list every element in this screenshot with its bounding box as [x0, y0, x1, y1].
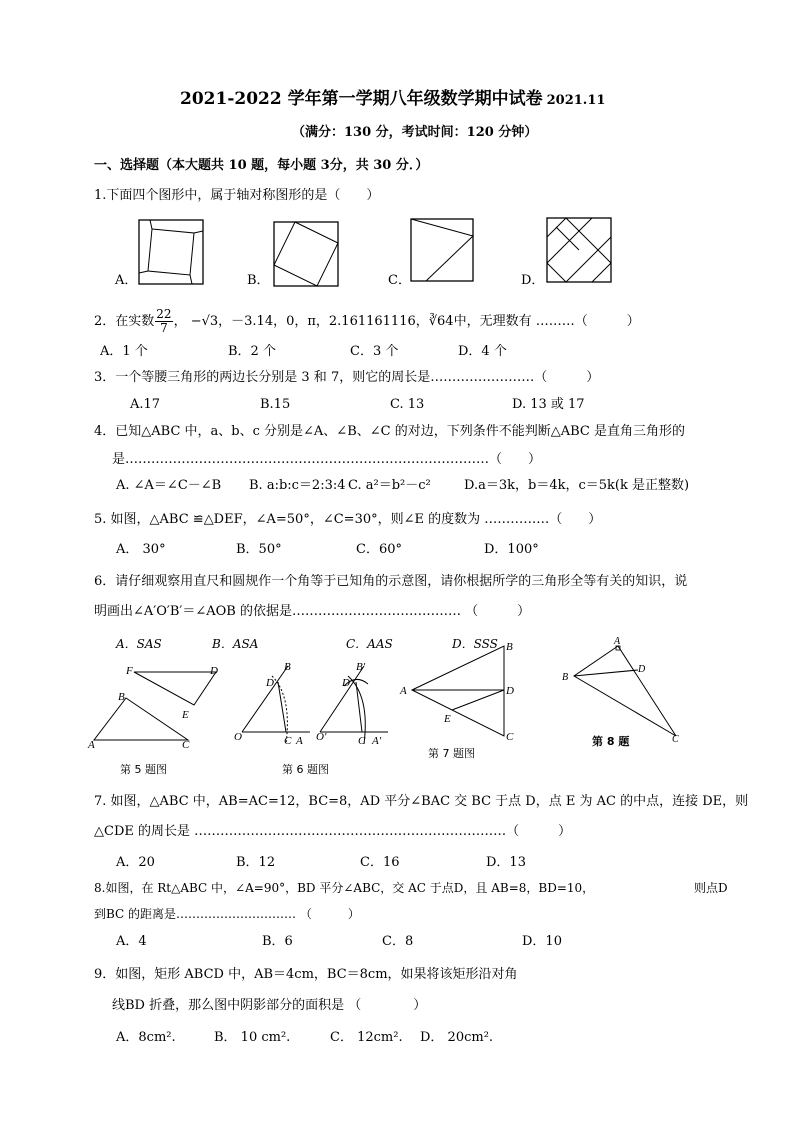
q2-stem — [94, 308, 640, 335]
q6-option-b: B．ASA — [212, 637, 259, 651]
q3-stem: 3．一个等腰三角形的两边长分别是 3 和 7，则它的周长是……………………（ ） — [94, 370, 600, 385]
svg-text:F: F — [126, 665, 133, 677]
figure-6-caption: 第 6 题图 — [282, 763, 329, 776]
q5-option-a: A． 30° — [116, 542, 166, 557]
q8-option-b: B．6 — [262, 934, 293, 949]
q8-stem-line1b: 则点D — [694, 881, 728, 895]
q6-option-a: A．SAS — [116, 637, 162, 651]
figure-5-caption: 第 5 题图 — [120, 763, 167, 776]
q2-option-d: D．4 个 — [458, 344, 507, 359]
svg-text:A: A — [614, 636, 621, 647]
svg-text:B: B — [506, 641, 513, 653]
q2-stem-a: 2．在实数 — [94, 314, 155, 329]
svg-text:A: A — [400, 685, 407, 697]
q6-stem-line1: 6．请仔细观察用直尺和圆规作一个角等于已知角的示意图，请你根据所学的三角形全等有关的知识，说 — [94, 574, 688, 589]
svg-text:B′: B′ — [356, 661, 366, 673]
q4-option-b: B. a:b:c＝2:3:4 — [249, 478, 346, 493]
q2-fraction — [155, 308, 172, 335]
q7-option-c: C．16 — [360, 855, 400, 870]
svg-text:C: C — [358, 735, 366, 747]
svg-text:O: O — [234, 731, 242, 743]
q8-option-d: D．10 — [522, 934, 562, 949]
figure-8-caption: 第 8 题 — [592, 735, 630, 748]
q5-option-b: B．50° — [236, 542, 282, 557]
page-title — [180, 89, 605, 111]
q2-stem-b: ， −√3，－3.14，0，π，2.161161116，∛64中，无理数有 ………（ ） — [173, 314, 640, 329]
q1-option-a: A． — [115, 273, 138, 288]
q5-option-d: D．100° — [484, 542, 539, 557]
q2-frac-num: 22 — [156, 307, 172, 321]
q1-option-d: D． — [521, 273, 545, 288]
q1-option-b: B． — [247, 273, 270, 288]
q7-stem-line1: 7. 如图，△ABC 中，AB=AC=12，BC=8，AD 平分∠BAC 交 BC 于点 D，点 E 为 AC 的中点，连接 DE，则 — [94, 794, 749, 809]
q5-option-c: C．60° — [356, 542, 402, 557]
q9-option-d: D． 20cm². — [420, 1030, 494, 1045]
svg-text:D: D — [342, 677, 350, 689]
q6-option-d: D．SSS — [452, 637, 498, 651]
svg-text:C: C — [182, 739, 190, 751]
svg-text:C: C — [506, 731, 514, 743]
q6-stem-line2: 明画出∠A′O′B′＝∠AOB 的依据是………………………………… （ ） — [94, 604, 531, 619]
q7-stem-line2: △CDE 的周长是 ………………………………………………………………（ ） — [94, 824, 572, 839]
figure-6 — [232, 656, 390, 756]
q1-figure-c — [410, 218, 474, 282]
q2-option-b: B．2 个 — [228, 344, 276, 359]
q9-option-c: C． 12cm². — [330, 1030, 403, 1045]
svg-text:E: E — [444, 713, 451, 725]
svg-text:E: E — [182, 709, 189, 721]
q8-stem-line2: 到BC 的距离是………………………… （ ） — [94, 907, 360, 921]
section-heading: 一、选择题（本大题共 10 题，每小题 3分，共 30 分．） — [94, 158, 429, 173]
q8-option-a: A．4 — [116, 934, 147, 949]
q2-option-a: A．1 个 — [100, 344, 148, 359]
svg-text:C: C — [672, 734, 679, 744]
q3-option-d: D. 13 或 17 — [512, 397, 585, 412]
q7-option-d: D．13 — [486, 855, 526, 870]
svg-text:B: B — [118, 691, 125, 703]
exam-title: 2021-2022 学年第一学期八年级数学期中试卷 — [180, 89, 543, 109]
q3-option-c: C. 13 — [390, 397, 425, 412]
q1-option-c: C． — [388, 273, 411, 288]
q7-option-b: B．12 — [236, 855, 276, 870]
q7-option-a: A．20 — [116, 855, 155, 870]
q3-option-a: A.17 — [130, 397, 161, 412]
q4-option-c: C. a²＝b²－c² — [348, 478, 431, 493]
figure-7 — [398, 640, 522, 744]
svg-text:B: B — [562, 672, 569, 683]
q8-stem-line1a: 8.如图，在 Rt△ABC 中，∠A=90°，BD 平分∠ABC，交 AC 于点D，且 AB=8，BD=10， — [94, 881, 595, 895]
q1-stem: 1.下面四个图形中，属于轴对称图形的是（ ） — [94, 188, 380, 203]
svg-text:D: D — [506, 685, 514, 697]
figure-7-caption: 第 7 题图 — [428, 747, 475, 760]
exam-date: 2021.11 — [546, 93, 606, 108]
exam-subtitle: （满分：130 分，考试时间：120 分钟） — [292, 125, 538, 140]
q1-figure-d — [546, 217, 612, 283]
svg-text:A: A — [88, 739, 95, 751]
q6-option-c: C．AAS — [346, 637, 393, 651]
q2-option-c: C．3 个 — [350, 344, 399, 359]
svg-text:D: D — [210, 665, 218, 677]
svg-text:B: B — [284, 661, 291, 673]
q4-stem-line2: 是…………………………………………………………………………（ ） — [112, 452, 542, 467]
q8-option-c: C．8 — [382, 934, 414, 949]
q5-stem: 5. 如图，△ABC ≌△DEF，∠A=50°，∠C=30°，则∠E 的度数为 ……………（ ） — [94, 512, 602, 527]
figure-8 — [560, 636, 690, 744]
svg-text:D: D — [266, 677, 274, 689]
q9-stem-line1: 9．如图，矩形 ABCD 中，AB＝4cm，BC＝8cm，如果将该矩形沿对角 — [94, 967, 518, 982]
svg-text:D: D — [638, 664, 646, 675]
q4-option-a: A. ∠A＝∠C－∠B — [116, 478, 222, 493]
svg-text:O′: O′ — [316, 731, 327, 743]
figure-5 — [86, 660, 226, 752]
svg-text:C: C — [284, 735, 292, 747]
q4-option-d: D.a＝3k，b＝4k，c＝5k(k 是正整数) — [464, 478, 690, 493]
q2-frac-den: 7 — [160, 321, 168, 335]
svg-text:A: A — [296, 735, 303, 747]
q9-option-b: B． 10 cm². — [214, 1030, 291, 1045]
q9-stem-line2: 线BD 折叠，那么图中阴影部分的面积是 （ ） — [112, 998, 427, 1013]
q3-option-b: B.15 — [260, 397, 291, 412]
q1-figure-b — [273, 221, 339, 287]
svg-text:A′: A′ — [372, 735, 382, 747]
q1-figure-a — [138, 219, 204, 285]
q4-stem-line1: 4．已知△ABC 中，a、b、c 分别是∠A、∠B、∠C 的对边，下列条件不能判断△ABC 是直角三角形的 — [94, 424, 685, 439]
q9-option-a: A．8cm². — [116, 1030, 176, 1045]
